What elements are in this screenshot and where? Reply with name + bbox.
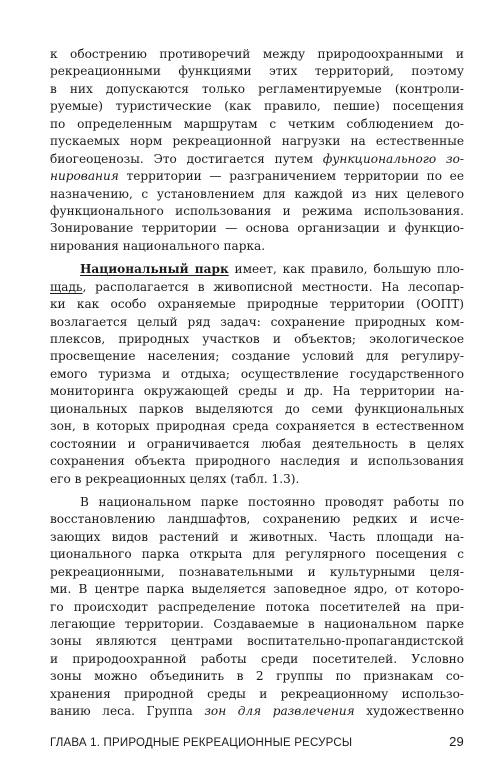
text-run-underlined: щадь bbox=[50, 279, 83, 294]
page-footer bbox=[50, 734, 464, 749]
text-run: имеет, как правило, большую пло- bbox=[228, 262, 464, 277]
text-run: биогеоценозы. Это достигается путем bbox=[50, 151, 323, 166]
paragraph-3 bbox=[50, 494, 464, 721]
text-line: легающие территории. Создаваемые в национальном парке bbox=[50, 617, 464, 631]
text-run: территории — разграничением территории по ее bbox=[118, 169, 464, 184]
term-entertainment-zones: зон для развлечения bbox=[204, 704, 355, 719]
page-number: 29 bbox=[449, 734, 464, 749]
text-line bbox=[50, 151, 464, 168]
text-line: и природоохранной работы среди посетителей. Условно bbox=[50, 651, 464, 666]
text-line: восстановлению ландшафтов, сохранению редких и исче- bbox=[50, 512, 464, 527]
text-line: назначению, с установлением для каждой из них целевого bbox=[50, 186, 464, 201]
text-run: ванию леса. Группа bbox=[50, 704, 205, 719]
text-line: ми. В центре парка выделяется заповедное ядро, от которо- bbox=[50, 582, 464, 597]
text-line: руемые) туристические (как правило, пешие) посещения bbox=[50, 99, 464, 114]
text-run: , располагается в живописной местности. На лесопар- bbox=[82, 279, 464, 294]
text-line: Зонирование территории — основа организации и функцио- bbox=[50, 221, 464, 236]
text-line bbox=[50, 279, 464, 296]
text-line: к обострению противоречий между природоохранными и bbox=[50, 47, 464, 61]
text-line: зоны являются центрами воспитательно-пропагандистской bbox=[50, 634, 464, 649]
text-line: го происходит распределение потока посетителей на при- bbox=[50, 599, 464, 614]
text-line bbox=[50, 703, 464, 720]
text-line: просвещение населения; создание условий для регулиру- bbox=[50, 349, 464, 364]
text-line: плексов, природных участков и объектов; экологическое bbox=[50, 332, 464, 346]
text-line: циональных парков выделяются до семи функциональных bbox=[50, 401, 464, 416]
paragraph-2 bbox=[50, 261, 464, 488]
body-text bbox=[50, 46, 464, 721]
text-line: в них допускаются только регламентируемые (контроли- bbox=[50, 81, 464, 96]
running-chapter-title: ГЛАВА 1. ПРИРОДНЫЕ РЕКРЕАЦИОННЫЕ РЕСУРСЫ bbox=[50, 737, 353, 749]
text-line: рекреационными, познавательными и культурными целя- bbox=[50, 564, 464, 579]
text-run: художественно bbox=[354, 704, 464, 719]
text-line: ки как особо охраняемые природные территории (ООПТ) bbox=[50, 297, 464, 312]
text-line: пускаемых норм рекреационной нагрузки на естественные bbox=[50, 134, 464, 149]
text-line: зоны можно объединить в 2 группы по признакам со- bbox=[50, 669, 464, 684]
text-line: по определенным маршрутам с четким соблюдением до- bbox=[50, 116, 464, 131]
text-line: зон, в которых природная среда сохраняется в естественном bbox=[50, 419, 464, 434]
text-line: мониторинга окружающей среды и др. На территории на- bbox=[50, 384, 464, 399]
term-national-park: Национальный парк bbox=[80, 262, 229, 277]
text-line: функционального использования и режима использования. bbox=[50, 203, 464, 218]
paragraph-1 bbox=[50, 46, 464, 255]
term-functional-zoning-cont: нирования bbox=[50, 169, 119, 184]
text-line: возлагается целый ряд задач: сохранение природных ком- bbox=[50, 314, 464, 329]
text-line: нирования национального парка. bbox=[50, 238, 266, 253]
text-line: емого туризма и отдыха; осуществление государственного bbox=[50, 366, 464, 381]
text-line: рекреационными функциями этих территорий, поэтому bbox=[50, 64, 464, 79]
text-line: состоянии и ограничивается любая деятельность в целях bbox=[50, 436, 464, 451]
text-line: его в рекреационных целях (табл. 1.3). bbox=[50, 471, 300, 486]
text-line: зающих видов растений и животных. Часть площади на- bbox=[50, 529, 464, 544]
text-line: хранения природной среды и рекреационному использо- bbox=[50, 686, 464, 701]
text-line: В национальном парке постоянно проводят работы по bbox=[80, 494, 464, 509]
text-line bbox=[50, 168, 464, 185]
text-line: сохранения объекта природного наследия и использования bbox=[50, 454, 464, 469]
text-line: ционального парка открыта для регулярного посещения с bbox=[50, 547, 464, 562]
text-line bbox=[50, 261, 464, 278]
term-functional-zoning: функционального зо- bbox=[322, 151, 464, 166]
